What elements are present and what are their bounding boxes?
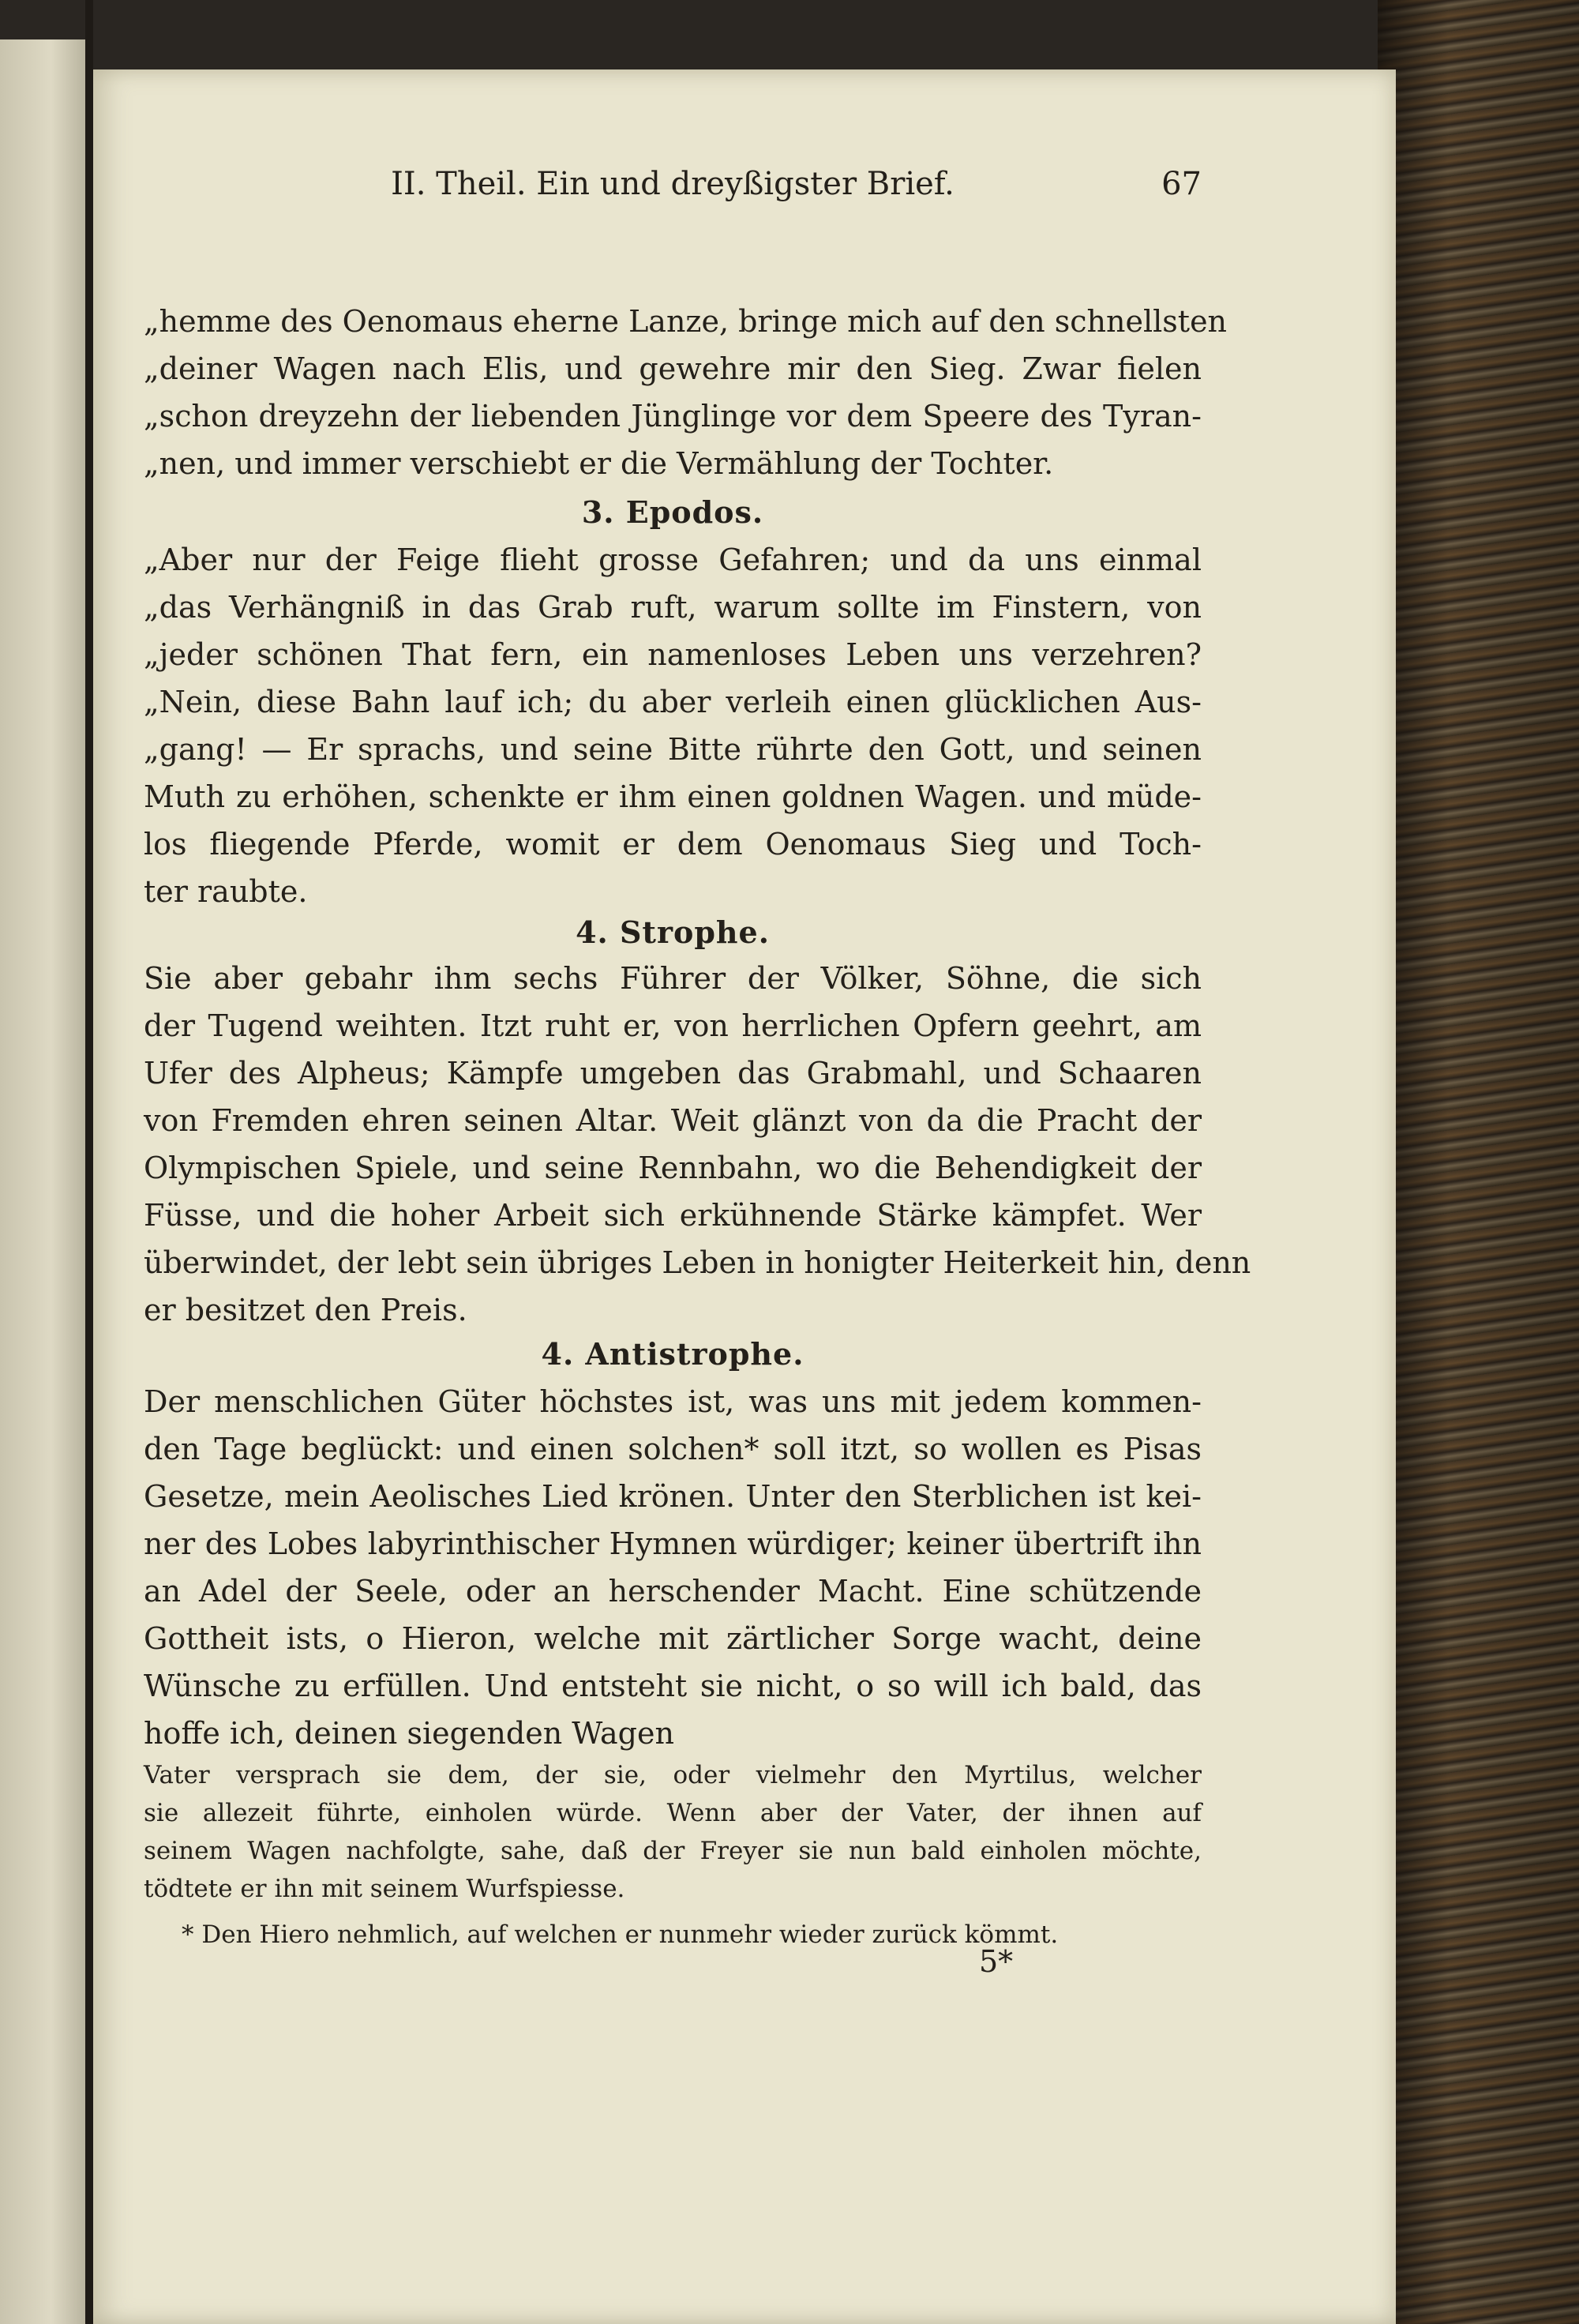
left-page-edge <box>0 39 85 2324</box>
text-line: den Tage beglückt: und einen solchen* soll itzt, so wollen es Pisas <box>144 1432 1202 1466</box>
section-heading-antistrophe: 4. Antistrophe. <box>541 1336 805 1372</box>
text-line: von Fremden ehren seinen Altar. Weit glänzt von da die Pracht der <box>144 1103 1202 1138</box>
text-line: „das Verhängniß in das Grab ruft, warum sollte im Finstern, von <box>144 590 1202 625</box>
section-heading-strophe: 4. Strophe. <box>576 914 770 950</box>
text-line: ner des Lobes labyrinthischer Hymnen würdiger; keiner übertrift ihn <box>144 1526 1202 1561</box>
text-line: Füsse, und die hoher Arbeit sich erkühnende Stärke kämpfet. Wer <box>144 1198 1202 1233</box>
running-header <box>144 166 1202 229</box>
header-title: II. Theil. Ein und dreyßigster Brief. <box>391 166 955 202</box>
text-line: Gottheit ists, o Hieron, welche mit zärtlicher Sorge wacht, deine <box>144 1621 1202 1656</box>
text-line: „deiner Wagen nach Elis, und gewehre mir den Sieg. Zwar fielen <box>144 351 1202 386</box>
section-heading-epodos: 3. Epodos. <box>581 494 764 530</box>
text-line: „nen, und immer verschiebt er die Vermählung der Tochter. <box>144 446 1054 481</box>
text-line: „jeder schönen That fern, ein namenloses Leben uns verzehren? <box>144 637 1202 672</box>
text-line: Ufer des Alpheus; Kämpfe umgeben das Grabmahl, und Schaaren <box>144 1056 1202 1091</box>
book-gutter <box>85 0 93 2324</box>
text-line: „Aber nur der Feige flieht grosse Gefahren; und da uns einmal <box>144 543 1202 577</box>
text-line: an Adel der Seele, oder an herschender Macht. Eine schützende <box>144 1574 1202 1609</box>
footnote-star: * Den Hiero nehmlich, auf welchen er nunmehr wieder zurück kömmt. <box>182 1920 1059 1949</box>
text-line: Sie aber gebahr ihm sechs Führer der Völker, Söhne, die sich <box>144 961 1202 996</box>
text-line: ter raubte. <box>144 874 308 909</box>
text-line: „Nein, diese Bahn lauf ich; du aber verleih einen glücklichen Aus- <box>144 685 1202 719</box>
text-line: Der menschlichen Güter höchstes ist, was uns mit jedem kommen- <box>144 1384 1202 1419</box>
footnote-line: tödtete er ihn mit seinem Wurfspiesse. <box>144 1875 625 1903</box>
text-line: „hemme des Oenomaus eherne Lanze, bringe mich auf den schnellsten <box>144 304 1228 339</box>
text-line: Muth zu erhöhen, schenkte er ihm einen goldnen Wagen. und müde- <box>144 779 1202 814</box>
page-number: 67 <box>1161 166 1202 202</box>
footnote-line: seinem Wagen nachfolgte, sahe, daß der Freyer sie nun bald einholen möchte, <box>144 1837 1202 1865</box>
text-line: los fliegende Pferde, womit er dem Oenomaus Sieg und Toch- <box>144 827 1202 862</box>
text-line: Olympischen Spiele, und seine Rennbahn, wo die Behendigkeit der <box>144 1151 1202 1185</box>
text-line: Gesetze, mein Aeolisches Lied krönen. Unter den Sterblichen ist kei- <box>144 1479 1202 1514</box>
text-line: hoffe ich, deinen siegenden Wagen <box>144 1716 674 1751</box>
text-line: er besitzet den Preis. <box>144 1293 467 1327</box>
footnote-line: sie allezeit führte, einholen würde. Wenn aber der Vater, der ihnen auf <box>144 1799 1202 1827</box>
text-line: „schon dreyzehn der liebenden Jünglinge vor dem Speere des Tyran- <box>144 399 1202 434</box>
text-line: der Tugend weihten. Itzt ruht er, von herrlichen Opfern geehrt, am <box>144 1008 1202 1043</box>
text-line: Wünsche zu erfüllen. Und entsteht sie nicht, o so will ich bald, das <box>144 1669 1202 1703</box>
signature-mark: 5* <box>979 1944 1014 1979</box>
text-line: „gang! — Er sprachs, und seine Bitte rührte den Gott, und seinen <box>144 732 1202 767</box>
footnote-line: Vater versprach sie dem, der sie, oder vielmehr den Myrtilus, welcher <box>144 1761 1202 1789</box>
text-line: überwindet, der lebt sein übriges Leben in honigter Heiterkeit hin, denn <box>144 1245 1251 1280</box>
book-edge-shadow <box>1378 0 1579 2324</box>
